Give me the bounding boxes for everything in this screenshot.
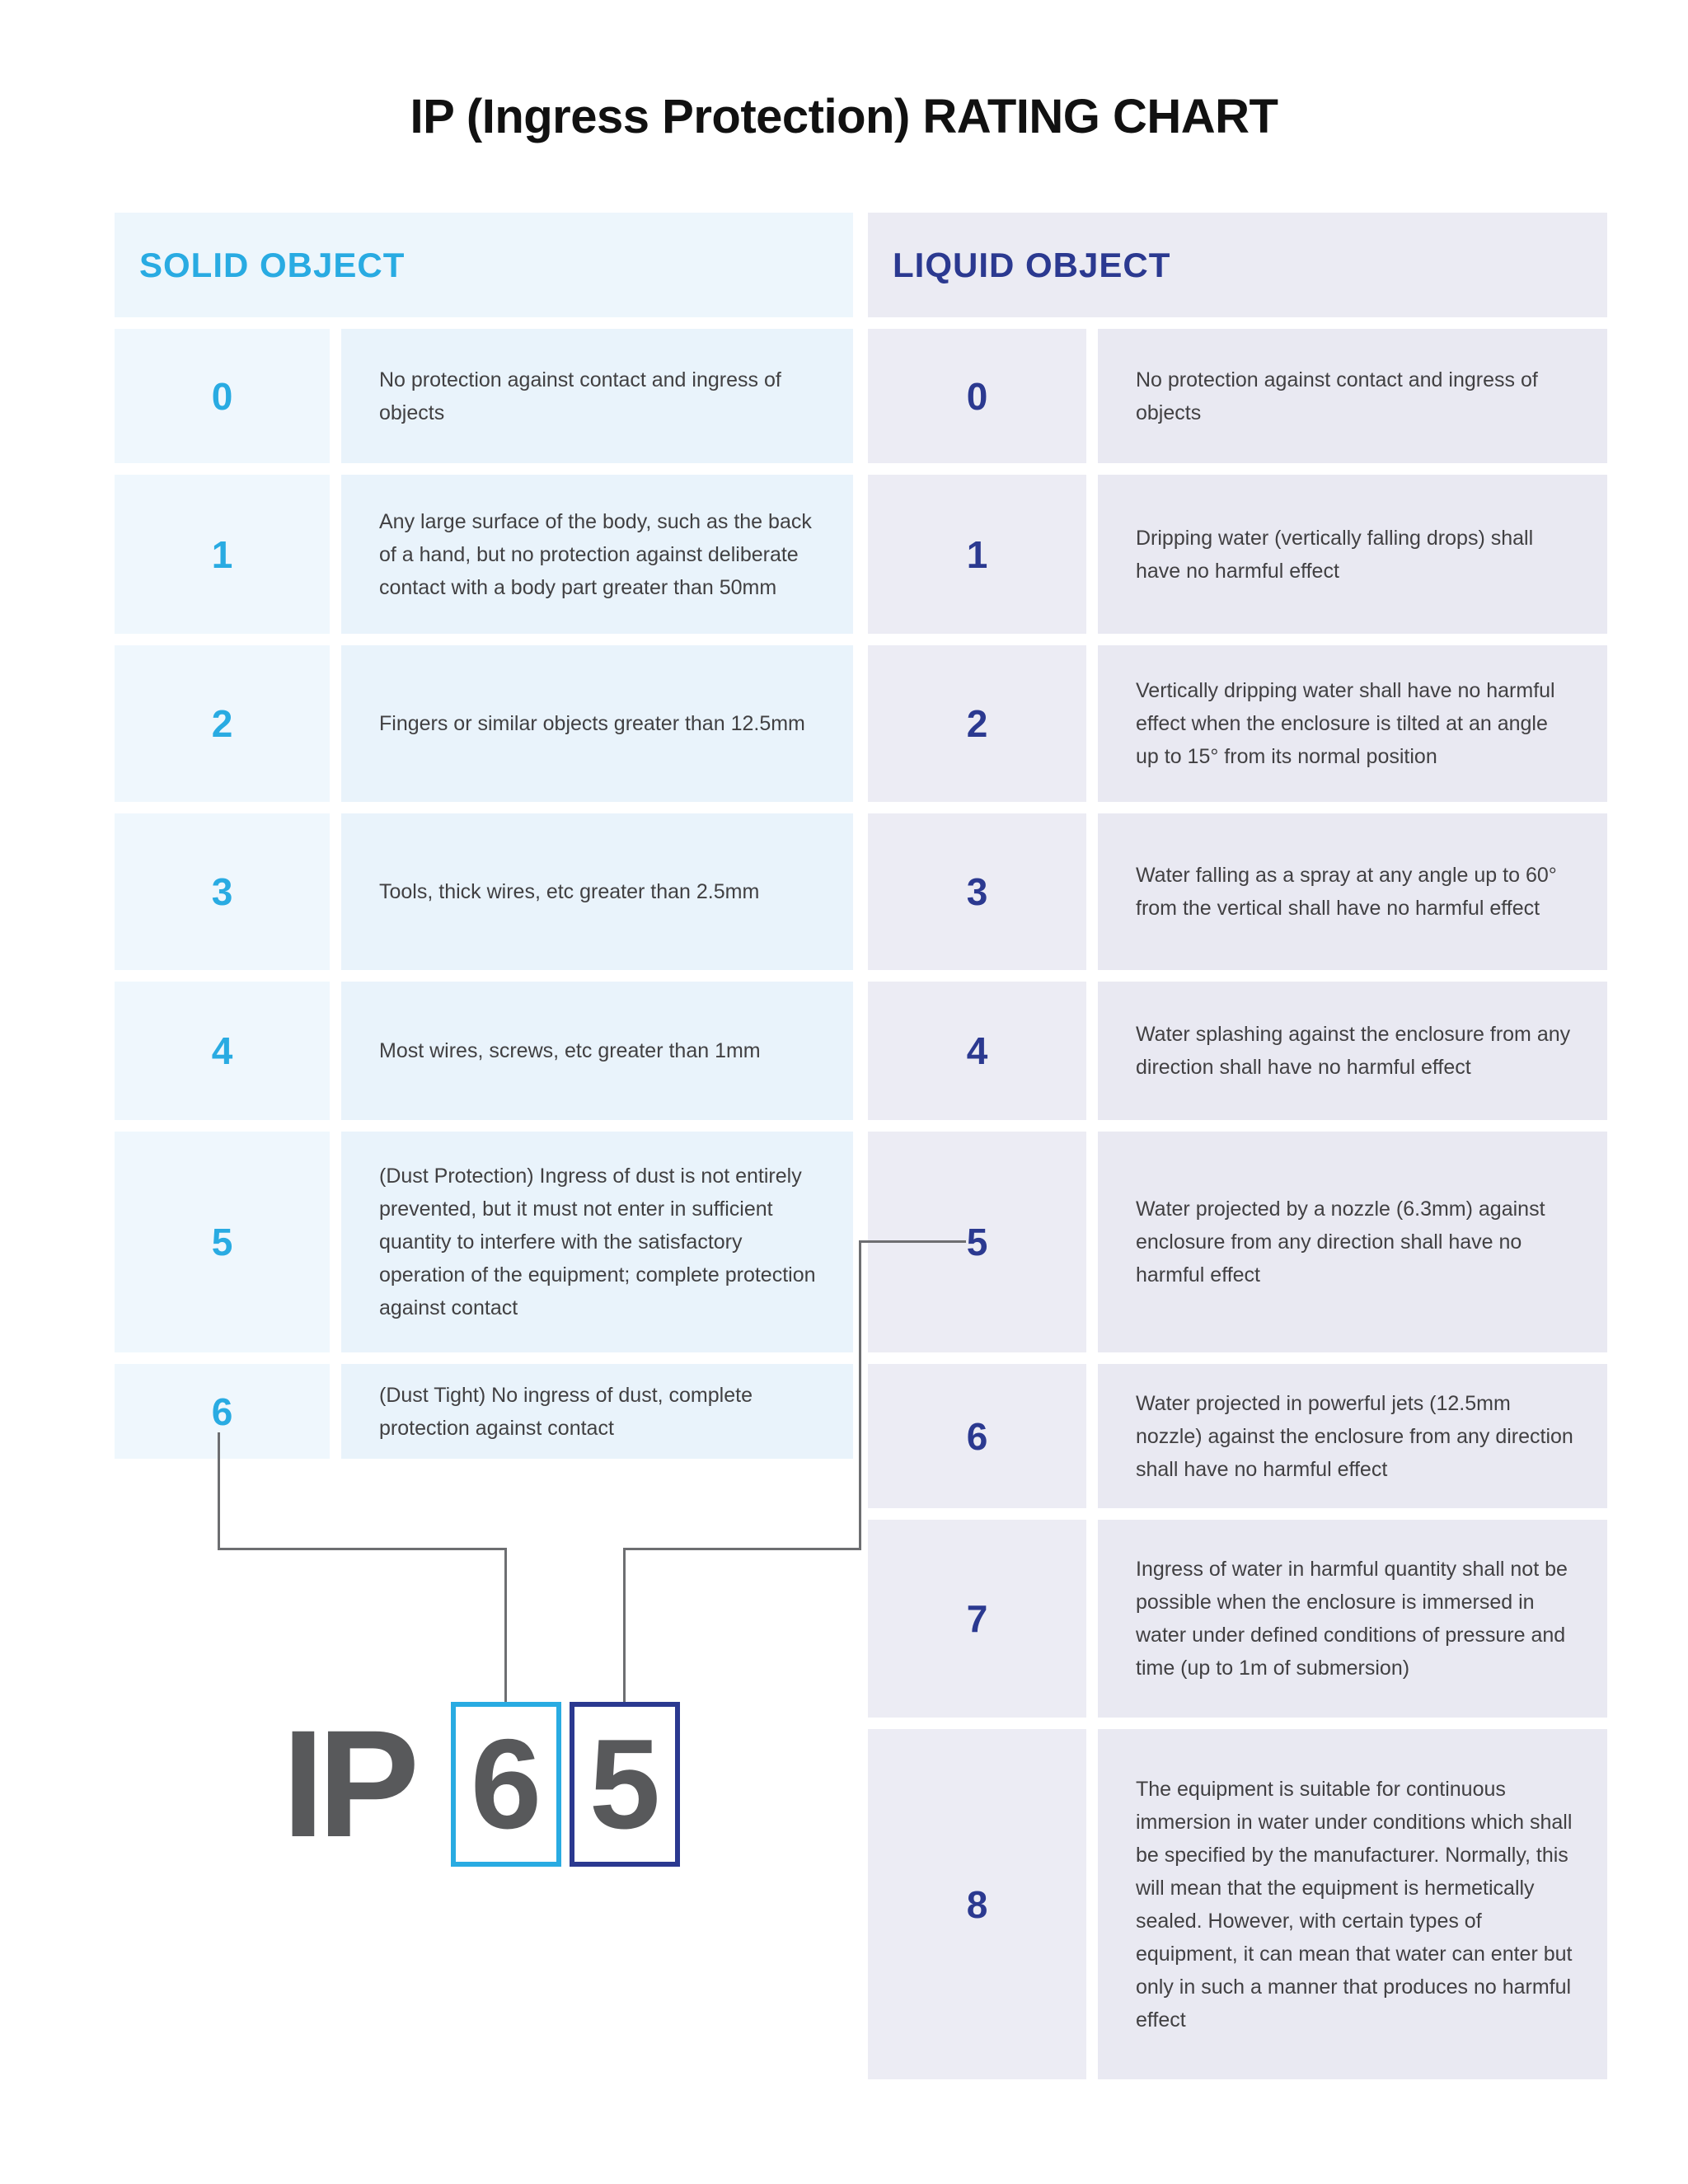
liquid-row-7-description: Ingress of water in harmful quantity shall not be possible when the enclosure is immersed in water under defined conditions of pressure and time (up to 1m of submersion) bbox=[1098, 1520, 1607, 1718]
liquid-row-7-number: 7 bbox=[868, 1520, 1086, 1718]
liquid-row-6-number: 6 bbox=[868, 1364, 1086, 1508]
ip-liquid-digit-box: 5 bbox=[570, 1702, 680, 1867]
liquid-row-3-description: Water falling as a spray at any angle up to 60° from the vertical shall have no harmful effect bbox=[1098, 813, 1607, 970]
liquid-row-8-number: 8 bbox=[868, 1729, 1086, 2079]
liquid-row-0-description: No protection against contact and ingress of objects bbox=[1098, 329, 1607, 463]
solid-row-1-number: 1 bbox=[115, 475, 330, 634]
liquid-row-2-description: Vertically dripping water shall have no harmful effect when the enclosure is tilted at an angle up to 15° from its normal position bbox=[1098, 645, 1607, 802]
solid-row-5-description: (Dust Protection) Ingress of dust is not entirely prevented, but it must not enter in sufficient quantity to interfere with the satisfactory operation of the equipment; complete protection against contact bbox=[341, 1132, 853, 1352]
page-title: IP (Ingress Protection) RATING CHART bbox=[410, 90, 1278, 143]
connector-liquid-5-vertical bbox=[859, 1240, 861, 1550]
liquid-row-5-description: Water projected by a nozzle (6.3mm) against enclosure from any direction shall have no harmful effect bbox=[1098, 1132, 1607, 1352]
liquid-row-4-number: 4 bbox=[868, 982, 1086, 1120]
solid-row-1-description: Any large surface of the body, such as the back of a hand, but no protection against deliberate contact with a body part greater than 50mm bbox=[341, 475, 853, 634]
connector-solid-6-horizontal bbox=[218, 1548, 507, 1550]
connector-liquid-5-drop bbox=[623, 1548, 626, 1704]
liquid-row-2-number: 2 bbox=[868, 645, 1086, 802]
solid-row-0-description: No protection against contact and ingress of objects bbox=[341, 329, 853, 463]
solid-row-5-number: 5 bbox=[115, 1132, 330, 1352]
solid-row-4-description: Most wires, screws, etc greater than 1mm bbox=[341, 982, 853, 1120]
solid-row-3-description: Tools, thick wires, etc greater than 2.5mm bbox=[341, 813, 853, 970]
liquid-object-header: LIQUID OBJECT bbox=[868, 213, 1607, 317]
connector-solid-6-drop bbox=[504, 1548, 507, 1704]
liquid-row-8-description: The equipment is suitable for continuous immersion in water under conditions which shall be specified by the manufacturer. Normally, this will mean that the equipment is hermetically sealed. However, with certain types of equipment, it can mean that water can enter but only in such a manner that produces no harmful effect bbox=[1098, 1729, 1607, 2079]
solid-row-6-description: (Dust Tight) No ingress of dust, complete protection against contact bbox=[341, 1364, 853, 1459]
liquid-row-6-description: Water projected in powerful jets (12.5mm nozzle) against the enclosure from any direction shall have no harmful effect bbox=[1098, 1364, 1607, 1508]
solid-object-header: SOLID OBJECT bbox=[115, 213, 853, 317]
liquid-row-1-number: 1 bbox=[868, 475, 1086, 634]
ip-solid-digit-box: 6 bbox=[451, 1702, 561, 1867]
ip-prefix-label: IP bbox=[282, 1699, 413, 1869]
liquid-row-5-number: 5 bbox=[868, 1132, 1086, 1352]
solid-row-3-number: 3 bbox=[115, 813, 330, 970]
solid-row-6-number: 6 bbox=[115, 1364, 330, 1459]
liquid-row-0-number: 0 bbox=[868, 329, 1086, 463]
connector-liquid-5-stub bbox=[859, 1240, 966, 1243]
solid-row-0-number: 0 bbox=[115, 329, 330, 463]
liquid-row-4-description: Water splashing against the enclosure from any direction shall have no harmful effect bbox=[1098, 982, 1607, 1120]
connector-solid-6-vertical bbox=[218, 1432, 220, 1550]
liquid-row-3-number: 3 bbox=[868, 813, 1086, 970]
solid-row-4-number: 4 bbox=[115, 982, 330, 1120]
connector-liquid-5-horizontal bbox=[623, 1548, 861, 1550]
solid-row-2-number: 2 bbox=[115, 645, 330, 802]
solid-row-2-description: Fingers or similar objects greater than 12.5mm bbox=[341, 645, 853, 802]
liquid-row-1-description: Dripping water (vertically falling drops) shall have no harmful effect bbox=[1098, 475, 1607, 634]
